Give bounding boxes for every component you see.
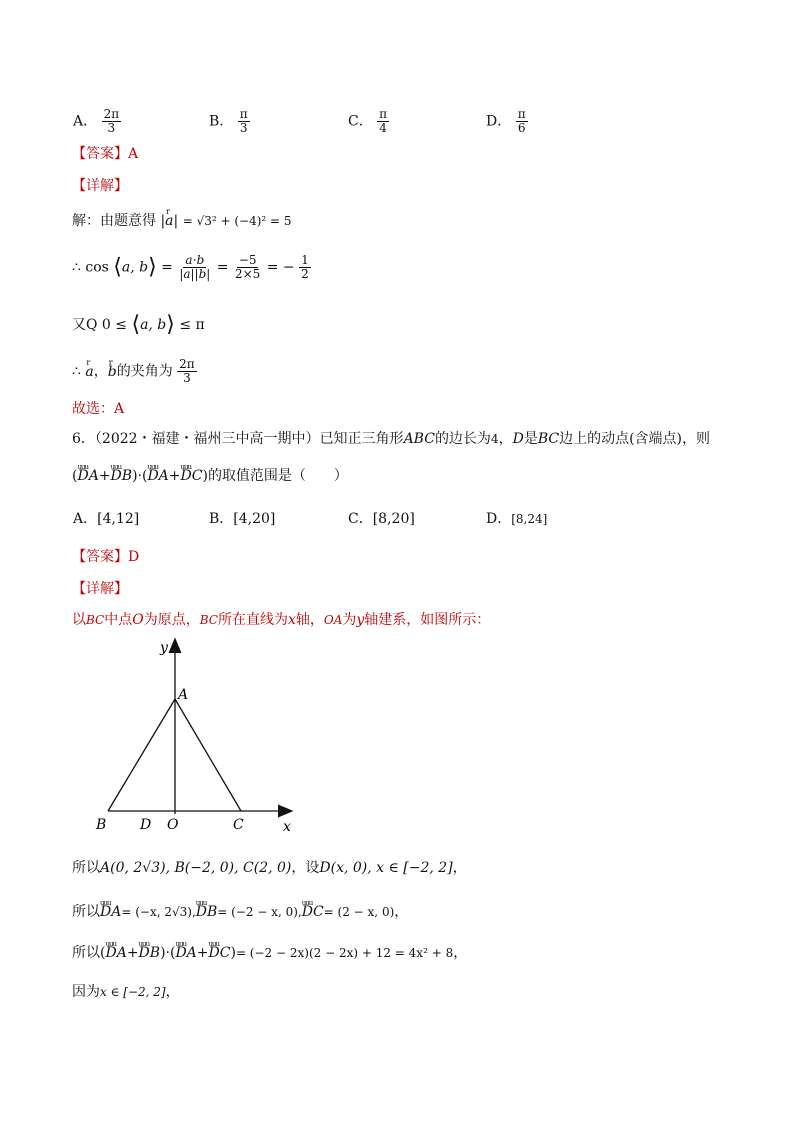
q6-expr-close1: )	[132, 468, 138, 484]
q6-bc: BC	[537, 431, 560, 447]
detail5-line1-math: = √3² + (−4)² = 5	[182, 214, 292, 228]
q6-option-b-value: [4,20]	[233, 511, 276, 527]
q5-option-d-frac	[516, 108, 528, 135]
q6-option-a	[73, 510, 139, 528]
detail5-choose-value: A	[114, 401, 125, 417]
answer5	[72, 145, 138, 163]
q5-option-c-label: C．	[348, 113, 373, 130]
detail5-line3-langle: ⟨	[131, 312, 141, 337]
detail5-line3-end: ≤ π	[179, 317, 205, 333]
detail5-line2-frac2-num: −5	[238, 253, 257, 267]
detail6-step3-open1: (	[100, 945, 106, 961]
detail5-line2-frac1-num: a⋅b	[185, 253, 205, 267]
detail5-line1-abs-a: |r a|	[160, 213, 178, 229]
detail6-step2-end: ，	[394, 904, 409, 920]
detail5-line4-a: r a	[85, 363, 93, 381]
q5-option-c-num: π	[379, 107, 388, 121]
detail5-line3-text: 又Q 0 ≤	[72, 317, 128, 333]
detail6-step3-math: = (−2 − 2x)(2 − 2x) + 12 = 4x² + 8	[235, 946, 454, 960]
detail5-line2-frac1-den: |a||b|	[179, 267, 211, 281]
detail6-setup-y: y	[356, 612, 365, 628]
detail6-step4-end: ，	[165, 984, 180, 1000]
detail5-line2-frac1	[177, 254, 212, 281]
answer6-tag: 【答案】	[72, 549, 128, 565]
detail6-step3-dc: uuu DC	[209, 944, 231, 962]
detail5-line4-num: 2π	[179, 357, 195, 371]
detail5-line4-b: r b	[108, 363, 117, 381]
q6-line1	[72, 430, 710, 448]
detail5-line2-vars: a, b	[121, 259, 149, 276]
q5-option-b-label: B．	[209, 113, 234, 130]
detail6-step2-dc: uuu DC	[302, 903, 324, 921]
detail5-line3-vars: a, b	[140, 317, 167, 333]
q6-option-d-value: [8,24]	[511, 512, 548, 526]
q6-expr-open1: (	[72, 468, 78, 484]
q6-d: D	[512, 431, 524, 447]
triangle-figure	[88, 632, 308, 842]
q5-option-c-den: 4	[379, 121, 387, 135]
detail5-line2-rangle: ⟩	[148, 254, 157, 280]
q5-option-a	[73, 108, 121, 135]
q6-option-a-value: [4,12]	[97, 511, 140, 527]
q5-option-c	[348, 108, 389, 135]
q6-option-d-label: D．	[486, 511, 512, 527]
q6-option-b-label: B．	[209, 511, 234, 527]
detail6-step3-open2: (	[169, 945, 176, 961]
q5-option-a-frac	[102, 108, 122, 135]
q5-option-b-frac	[238, 108, 250, 135]
detail5-line2-frac3-num: 1	[301, 253, 309, 267]
detail5-line2	[72, 254, 311, 294]
detail6-setup-oa: OA	[323, 613, 343, 627]
q5-option-d-den: 6	[517, 121, 526, 135]
detail5-line2-frac2-den: 2×5	[234, 267, 261, 281]
q6-expr-da: uuu DA	[77, 467, 98, 485]
detail5-line3-rangle: ⟩	[166, 312, 175, 337]
detail5-line2-frac3-den: 2	[301, 267, 309, 281]
detail6-step1	[72, 859, 467, 877]
detail6-setup-x: x	[287, 612, 296, 628]
answer6-value: D	[128, 549, 140, 565]
q6-option-c	[348, 510, 415, 528]
detail5-line1	[72, 212, 292, 230]
q5-options	[73, 100, 753, 136]
detail6-step2-da: uuu DA	[100, 903, 121, 921]
detail6-step1-prefix: 所以	[72, 860, 100, 876]
detail6-step2-prefix: 所以	[72, 904, 100, 920]
q6-number: 6．	[72, 431, 95, 447]
q6-expr-open2: (	[141, 468, 148, 484]
detail6-step2	[72, 903, 408, 921]
q6-abc: ABC	[403, 431, 435, 447]
side-ac	[175, 699, 241, 811]
q5-option-b-num: π	[239, 107, 248, 121]
detail6-step2-math3: = (2 − x, 0)	[323, 905, 395, 919]
detail5-line2-prefix: ∴ cos	[72, 259, 109, 276]
q6-text-b: 的边长为	[434, 431, 491, 447]
detail6-step3-end: ，	[453, 945, 468, 961]
q5-option-a-den: 3	[107, 121, 116, 135]
detail5-line3	[72, 312, 205, 337]
q6-expr-close2: )	[202, 468, 208, 484]
q6-source: （2022・福建・福州三中高一期中）	[94, 431, 320, 447]
detail6-setup-f: 为	[342, 612, 357, 628]
answer5-value: A	[128, 146, 139, 162]
detail5-line2-frac3	[299, 254, 311, 281]
detail5-line2-eq1: =	[161, 259, 173, 276]
detail5-line4-mid: ，	[93, 363, 108, 380]
q6-expr-db: uuu DB	[111, 467, 133, 485]
detail6-step2-math2: = (−2 − x, 0),	[217, 905, 302, 919]
label-x: x	[283, 819, 291, 835]
detail5-line4-text: 的夹角为	[116, 363, 173, 380]
detail6-setup-o: O	[132, 612, 144, 628]
q6-text-d: 是	[523, 431, 538, 447]
q6-option-c-value: [8,20]	[372, 511, 415, 527]
q6-line2: (uuu DA+uuu DB)·(uuu DA+uuu DC)的取值范围是（ ）	[72, 467, 348, 485]
detail5-line4	[72, 358, 197, 385]
q6-option-d	[486, 510, 547, 528]
side-ab	[108, 699, 175, 811]
q6-expr-da2: uuu DA	[147, 467, 168, 485]
detail5-tag: 【详解】	[72, 178, 128, 194]
detail6-step4-math: x ∈ [−2, 2]	[100, 985, 166, 999]
detail6-step1-math: A(0, 2√3), B(−2, 0), C(2, 0)	[100, 860, 292, 876]
label-c: C	[233, 817, 244, 833]
q5-option-a-label: A．	[73, 113, 98, 130]
label-b: B	[96, 817, 107, 833]
detail6-setup-bc: BC	[86, 613, 105, 627]
q5-option-b	[209, 108, 250, 135]
detail5-line2-eq3: = −	[266, 259, 295, 276]
detail5-line2-eq2: =	[216, 259, 229, 276]
detail6-step3: 所以(uuu DA+uuu DB)·(uuu DA+uuu DC)= (−2 − 2x)(2 − 2x) + 12 = 4x² + 8，	[72, 944, 467, 962]
answer6	[72, 548, 139, 566]
detail6-setup-d: 所在直线为	[217, 612, 288, 628]
detail6-setup-g: 轴建系，如图所示：	[364, 612, 491, 628]
detail6-step3-da: uuu DA	[105, 944, 126, 962]
detail5-line4-frac	[177, 358, 197, 385]
q6-text-e: 边上的动点(含端点)，则	[559, 431, 711, 447]
detail6-step4-prefix: 因为	[72, 984, 100, 1000]
detail6-step3-da2: uuu DA	[175, 944, 196, 962]
detail6-step1-math2: D(x, 0), x ∈ [−2, 2]	[319, 860, 453, 876]
detail6-setup-e: 轴，	[295, 612, 324, 628]
detail5-line2-langle: ⟨	[113, 254, 122, 280]
detail6-setup-bc2: BC	[199, 613, 218, 627]
detail6-step3-close2: )	[230, 945, 236, 961]
q6-option-a-label: A．	[73, 511, 98, 527]
detail5-line4-prefix: ∴	[72, 363, 81, 380]
detail5-choose-text: 故选：	[72, 401, 114, 417]
detail6-step3-prefix: 所以	[72, 945, 100, 961]
q5-option-a-num: 2π	[103, 107, 120, 121]
detail5-choose	[72, 400, 124, 418]
detail6-step1-mid: ，设	[291, 860, 320, 876]
q5-option-b-den: 3	[239, 121, 248, 135]
detail6-setup	[72, 611, 490, 629]
q5-option-d-label: D．	[486, 113, 512, 130]
detail5-line2-frac2	[233, 254, 262, 281]
detail6-step2-math: = (−x, 2√3),	[121, 905, 196, 919]
q6-option-c-label: C．	[348, 511, 373, 527]
answer5-tag: 【答案】	[72, 146, 128, 162]
detail6-step1-end: ，	[452, 860, 467, 876]
detail6-tag: 【详解】	[72, 581, 128, 597]
q5-option-d	[486, 108, 528, 135]
label-y: y	[160, 640, 168, 656]
detail6-setup-c: 为原点，	[143, 612, 200, 628]
detail6-step4	[72, 983, 180, 1001]
q6-text-a: 已知正三角形	[319, 431, 404, 447]
detail5-line4-den: 3	[183, 371, 191, 385]
detail6-step3-close1: )	[160, 945, 166, 961]
label-a: A	[178, 687, 189, 703]
detail5-line1-text: 解：由题意得	[72, 213, 156, 229]
q6-text-f: 的取值范围是（ ）	[207, 468, 348, 484]
detail6-setup-a: 以	[72, 612, 86, 628]
q6-option-b	[209, 510, 275, 528]
detail6-step2-db: uuu DB	[196, 903, 218, 921]
detail6-step3-db: uuu DB	[139, 944, 161, 962]
q6-text-c: ，	[498, 431, 513, 447]
q5-option-d-num: π	[517, 107, 526, 121]
q6-side: 4	[490, 432, 499, 446]
q5-option-c-frac	[377, 108, 389, 135]
label-d: D	[140, 817, 152, 833]
label-o: O	[167, 817, 179, 833]
detail6-setup-b: 中点	[104, 612, 133, 628]
q6-expr-dc: uuu DC	[181, 467, 203, 485]
